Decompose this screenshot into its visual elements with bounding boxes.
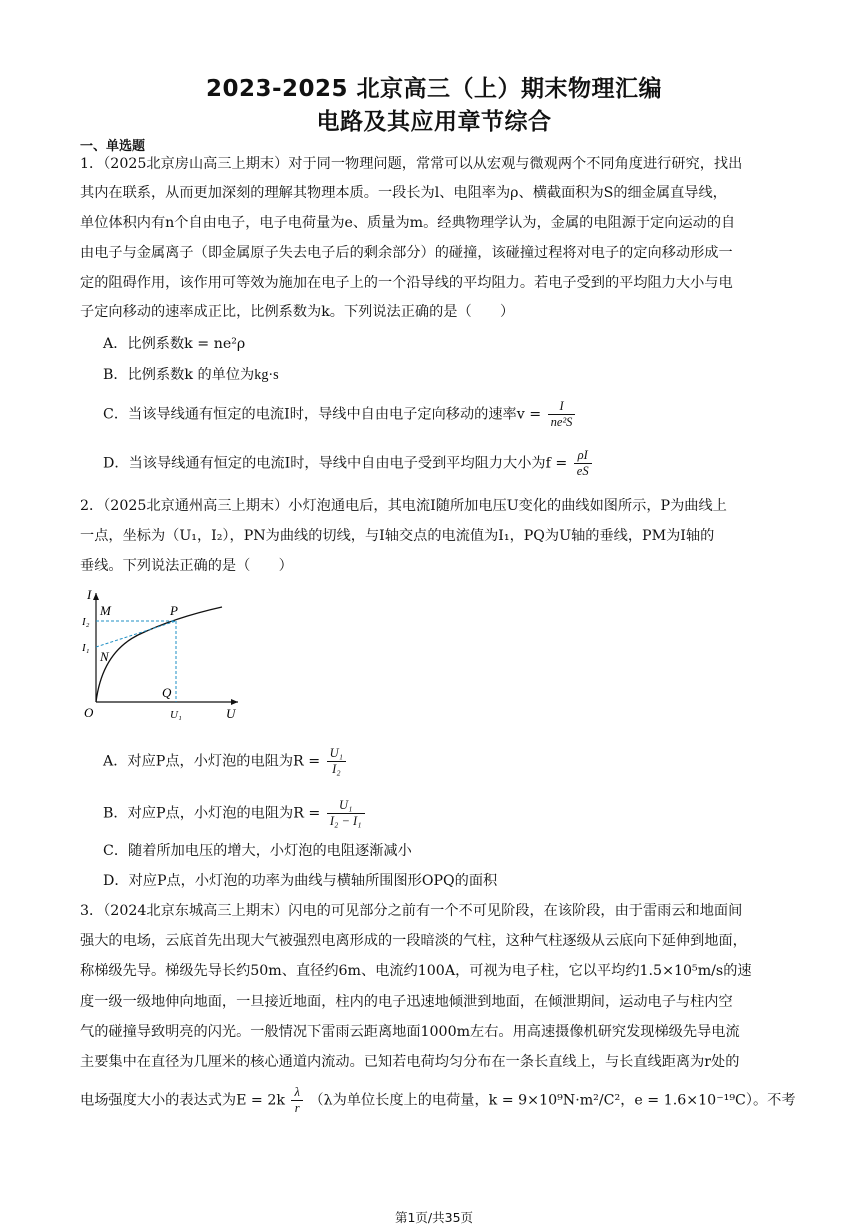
q2-option-a-text: A．对应P点，小灯泡的电阻为R = [103, 753, 321, 770]
q1-option-a: A．比例系数k = ne²ρ [103, 336, 246, 352]
q1-option-d-fraction [574, 448, 592, 479]
iu-curve-graph [76, 585, 246, 725]
q1-option-b-text: B．比例系数k 的单位为 [103, 367, 255, 383]
q3-line: 度一级一级地伸向地面，一旦接近地面，柱内的电子迅速地倾泄到地面，在倾泄期间，运动电子与柱内空 [80, 994, 733, 1010]
fraction-numerator: ρI [574, 448, 592, 464]
q1-option-c-text: C．当该导线通有恒定的电流I时，导线中自由电子定向移动的速率v = [103, 406, 542, 423]
q2-line: 一点，坐标为（U₁，I₂），PN为曲线的切线，与I轴交点的电流值为I₁，PQ为U轴的垂线，PM为I轴的 [80, 528, 715, 544]
q1-option-b [103, 366, 279, 384]
q2-option-a-fraction [327, 746, 346, 777]
q1-line: 单位体积内有n个自由电子，电子电荷量为e、质量为m。经典物理学认为，金属的电阻源于定向运动的自 [80, 215, 736, 231]
page-footer: 第1页/共35页 [394, 1210, 474, 1225]
graph-label-p: P [170, 603, 178, 618]
fraction-numerator: λ [291, 1085, 302, 1101]
pn-tangent-line [96, 621, 176, 647]
fraction-denominator: ne²S [550, 415, 573, 429]
q3-formula-suffix: （λ为单位长度上的电荷量，k = 9×10⁹N·m²/C²，e = 1.6×10⁻¹⁹C）。不考 [309, 1092, 796, 1109]
q2-option-c: C．随着所加电压的增大，小灯泡的电阻逐渐减小 [103, 843, 412, 859]
q1-line: 定的阻碍作用，该作用可等效为施加在电子上的一个沿导线的平均阻力。若电子受到的平均阻力大小与电 [80, 275, 733, 291]
page-subtitle: 电路及其应用章节综合 [316, 109, 552, 135]
graph-label-m: M [100, 603, 111, 618]
graph-label-q: Q [162, 685, 172, 700]
q3-line-formula [80, 1085, 796, 1116]
q2-line: 2．（2025北京通州高三上期末）小灯泡通电后，其电流I随所加电压U变化的曲线如图所示，P为曲线上 [80, 498, 727, 514]
q3-line: 气的碰撞导致明亮的闪光。一般情况下雷雨云距离地面1000m左右。用高速摄像机研究发现梯级先导电流 [80, 1024, 740, 1040]
q1-line: 1．（2025北京房山高三上期末）对于同一物理问题，常常可以从宏观与微观两个不同角度进行研究，找出 [80, 156, 743, 172]
q1-option-b-unit: kg·s [254, 367, 279, 383]
q2-line: 垂线。下列说法正确的是（ ） [80, 558, 293, 574]
fraction-numerator: U₁ [327, 746, 346, 762]
q1-line: 由电子与金属离子（即金属原子失去电子后的剩余部分）的碰撞，该碰撞过程将对电子的定向移动形成一 [80, 245, 733, 261]
q3-line: 称梯级先导。梯级先导长约50m、直径约6m、电流约100A，可视为电子柱，它以平均约1.5×10⁵m/s的速 [80, 963, 752, 979]
graph-label-i1: I₁ [82, 642, 90, 654]
fraction-numerator: I [548, 399, 576, 415]
graph-label-i2: I₂ [82, 616, 90, 628]
graph-label-i: I [87, 587, 92, 602]
q3-line: 强大的电场，云底首先出现大气被强烈电离形成的一段暗淡的气柱，这种气柱逐级从云底向下延伸到地面， [80, 933, 747, 949]
q2-option-a [103, 746, 348, 777]
fraction-denominator: eS [576, 464, 589, 478]
fraction-numerator: U₁ [327, 798, 365, 814]
q2-option-b-text: B．对应P点，小灯泡的电阻为R = [103, 805, 321, 822]
fraction-denominator: r [294, 1101, 300, 1115]
q1-line: 子定向移动的速率成正比，比例系数为k。下列说法正确的是（ ） [80, 304, 515, 320]
graph-label-u1: U₁ [170, 709, 182, 721]
page-title: 2023-2025 北京高三（上）期末物理汇编 [205, 76, 663, 102]
q1-option-d-text: D．当该导线通有恒定的电流I时，导线中自由电子受到平均阻力大小为f = [103, 455, 568, 472]
fraction-denominator: I₂ [332, 762, 341, 776]
i-axis-arrow-icon [93, 593, 99, 600]
fraction-denominator: I₂ − I₁ [329, 814, 362, 828]
q2-option-b-fraction [327, 798, 365, 829]
q3-line: 3．（2024北京东城高三上期末）闪电的可见部分之前有一个不可见阶段，在该阶段，由于雷雨云和地面间 [80, 903, 743, 919]
section-heading: 一、单选题 [80, 139, 146, 154]
q3-line: 主要集中在直径为几厘米的核心通道内流动。已知若电荷均匀分布在一条长直线上，与长直线距离为r处的 [80, 1054, 740, 1070]
q1-option-c-fraction [548, 399, 576, 430]
graph-label-o: O [84, 705, 94, 720]
graph-label-n: N [100, 649, 109, 664]
u-axis-arrow-icon [231, 699, 238, 705]
q3-formula-prefix: 电场强度大小的表达式为E = 2k [80, 1092, 285, 1109]
q2-option-b [103, 798, 367, 829]
q1-option-c [103, 399, 577, 430]
q3-formula-fraction [291, 1085, 302, 1116]
q1-option-d [103, 448, 594, 479]
graph-label-u: U [226, 706, 236, 721]
q1-line: 其内在联系，从而更加深刻的理解其物理本质。一段长为l、电阻率为ρ、横截面积为S的细金属直导线， [80, 185, 727, 201]
q2-option-d: D．对应P点，小灯泡的功率为曲线与横轴所围图形OPQ的面积 [103, 873, 498, 889]
